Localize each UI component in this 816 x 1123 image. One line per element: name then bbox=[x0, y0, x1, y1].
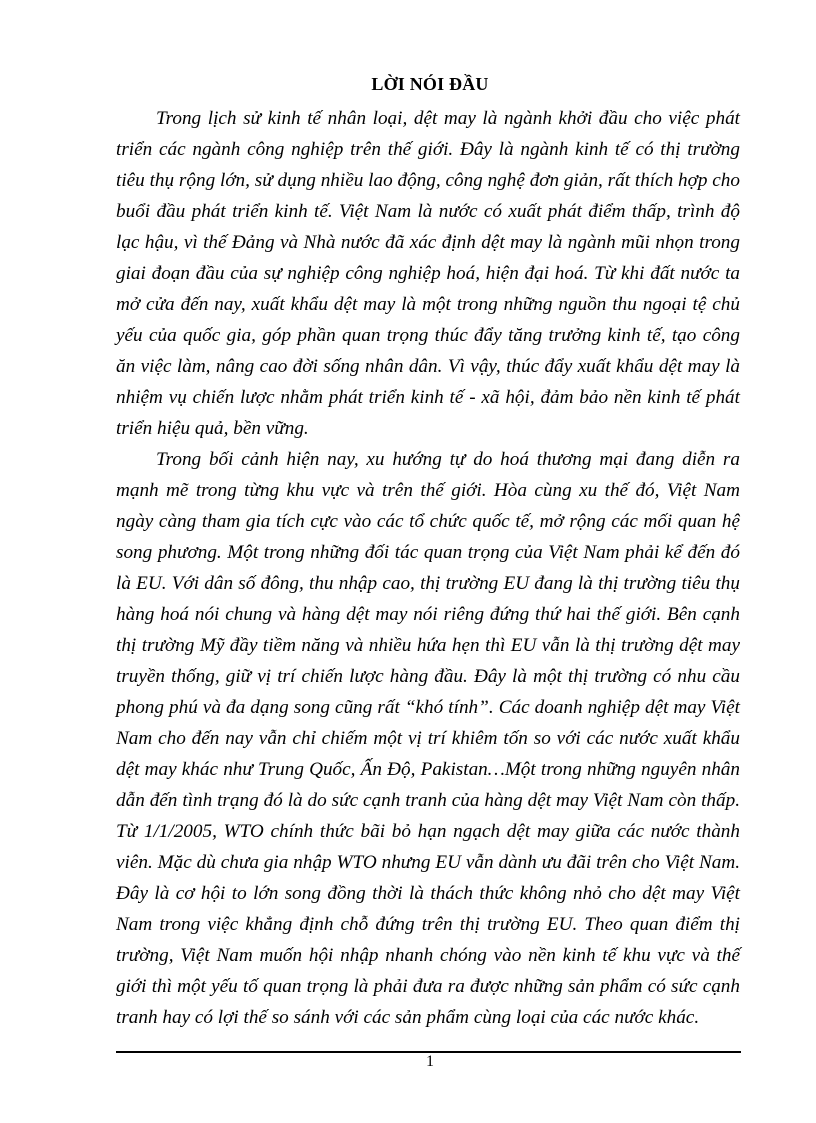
page-number: 1 bbox=[426, 1053, 434, 1070]
paragraph-2: Trong bối cảnh hiện nay, xu hướng tự do hoá thương mại đang diễn ra mạnh mẽ trong từng khu vực và trên thế giới. Hòa cùng xu thế đó, Việt Nam ngày càng tham gia tích cực vào các tổ chức quốc tế, mở rộng các mối quan hệ song phương. Một trong những đối tác quan trọng của Việt Nam phải kể đến đó là EU. Với dân số đông, thu nhập cao, thị trường EU đang là thị trường tiêu thụ hàng hoá nói chung và hàng dệt may nói riêng đứng thứ hai thế giới. Bên cạnh thị trường Mỹ đầy tiềm năng và nhiều hứa hẹn thì EU vẫn là thị trường dệt may truyền thống, giữ vị trí chiến lược hàng đầu. Đây là một thị trường có nhu cầu phong phú và đa dạng song cũng rất “khó tính”. Các doanh nghiệp dệt may Việt Nam cho đến nay vẫn chỉ chiếm một vị trí khiêm tốn so với các nước xuất khẩu dệt may khác như Trung Quốc, Ấn Độ, Pakistan…Một trong những nguyên nhân dẫn đến tình trạng đó là do sức cạnh tranh của hàng dệt may Việt Nam còn thấp. Từ 1/1/2005, WTO chính thức bãi bỏ hạn ngạch dệt may giữa các nước thành viên. Mặc dù chưa gia nhập WTO nhưng EU vẫn dành ưu đãi trên cho Việt Nam. Đây là cơ hội to lớn song đồng thời là thách thức không nhỏ cho dệt may Việt Nam trong việc khẳng định chỗ đứng trên thị trường EU. Theo quan điểm thị trường, Việt Nam muốn hội nhập nhanh chóng vào nền kinh tế khu vực và thế giới thì một yếu tố quan trọng là phải đưa ra được những sản phẩm có sức cạnh tranh hay có lợi thế so sánh với các sản phẩm cùng loại của các nước khác. bbox=[116, 449, 740, 1028]
paragraph-1: Trong lịch sử kinh tế nhân loại, dệt may là ngành khởi đầu cho việc phát triển các ngành công nghiệp trên thế giới. Đây là ngành kinh tế có thị trường tiêu thụ rộng lớn, sử dụng nhiều lao động, công nghệ đơn giản, rất thích hợp cho buổi đầu phát triển kinh tế. Việt Nam là nước có xuất phát điểm thấp, trình độ lạc hậu, vì thế Đảng và Nhà nước đã xác định dệt may là ngành mũi nhọn trong giai đoạn đầu của sự nghiệp công nghiệp hoá, hiện đại hoá. Từ khi đất nước ta mở cửa đến nay, xuất khẩu dệt may là một trong những nguồn thu ngoại tệ chủ yếu của quốc gia, góp phần quan trọng thúc đẩy tăng trưởng kinh tế, tạo công ăn việc làm, nâng cao đời sống nhân dân. Vì vậy, thúc đẩy xuất khẩu dệt may là nhiệm vụ chiến lược nhằm phát triển kinh tế - xã hội, đảm bảo nền kinh tế phát triển hiệu quả, bền vững. bbox=[116, 108, 740, 439]
body-text bbox=[116, 103, 740, 1033]
page-title: LỜI NÓI ĐẦU bbox=[371, 74, 489, 94]
